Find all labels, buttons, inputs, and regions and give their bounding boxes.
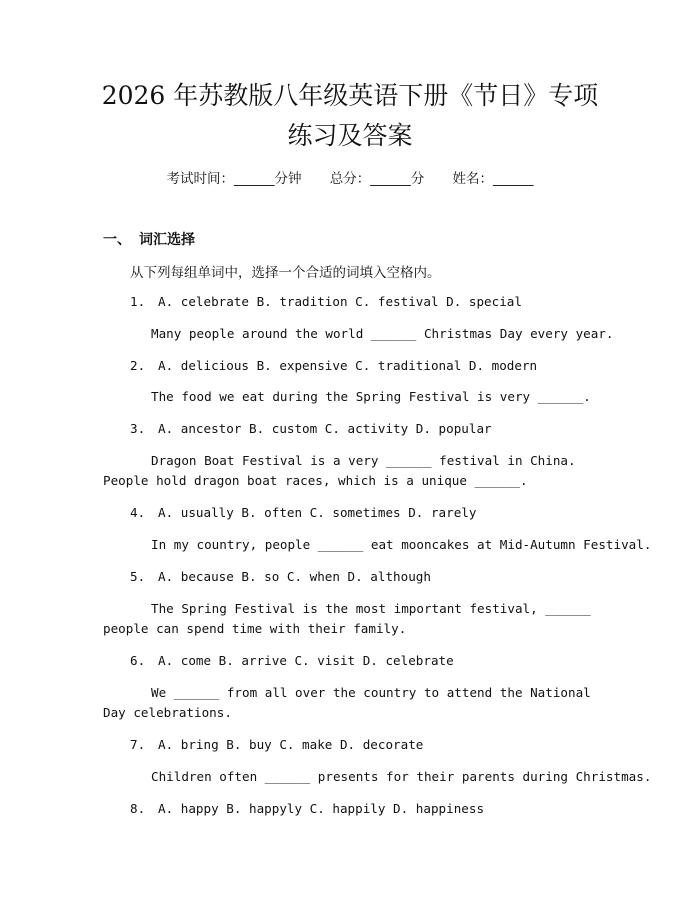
name-field: 姓名：______ — [452, 171, 534, 187]
question-options: 4. A. usually B. often C. sometimes D. rarely — [130, 505, 477, 520]
question-sentence: We ______ from all over the country to attend the National Day celebrations. — [103, 685, 591, 720]
question-sentence: In my country, people ______ eat mooncakes at Mid-Autumn Festival. — [151, 537, 652, 552]
question-options: 2. A. delicious B. expensive C. traditional D. modern — [130, 358, 538, 373]
total-score-field: 总分：______分 — [329, 171, 425, 187]
question-options: 6. A. come B. arrive C. visit D. celebrate — [130, 653, 454, 668]
question-sentence: The Spring Festival is the most important festival, ______ people can spend time with their family. — [103, 601, 591, 636]
exam-meta — [0, 167, 700, 187]
question-options: 7. A. bring B. buy C. make D. decorate — [130, 737, 424, 752]
question-options: 1. A. celebrate B. tradition C. festival D. special — [130, 294, 522, 309]
page-title-line-1: 2026 年苏教版八年级英语下册《节日》专项 — [101, 81, 599, 110]
question-sentence: Dragon Boat Festival is a very ______ festival in China. People hold dragon boat races, which is a unique ______. — [103, 453, 576, 488]
section-number: 一、 — [103, 232, 131, 248]
exam-time-field: 考试时间：______分钟 — [166, 171, 302, 187]
question-options: 5. A. because B. so C. when D. although — [130, 569, 431, 584]
section-instruction: 从下列每组单词中，选择一个合适的词填入空格内。 — [130, 265, 441, 281]
question-sentence: Children often ______ presents for their parents during Christmas. — [151, 769, 652, 784]
question-sentence: The food we eat during the Spring Festival is very ______. — [151, 389, 591, 404]
section-title: 词汇选择 — [139, 232, 195, 248]
page-title-line-2: 练习及答案 — [287, 121, 413, 150]
question-options: 3. A. ancestor B. custom C. activity D. popular — [130, 421, 492, 436]
question-options: 8. A. happy B. happyly C. happily D. happiness — [130, 801, 485, 816]
question-sentence: Many people around the world ______ Christmas Day every year. — [151, 326, 614, 341]
section-heading — [103, 229, 195, 249]
